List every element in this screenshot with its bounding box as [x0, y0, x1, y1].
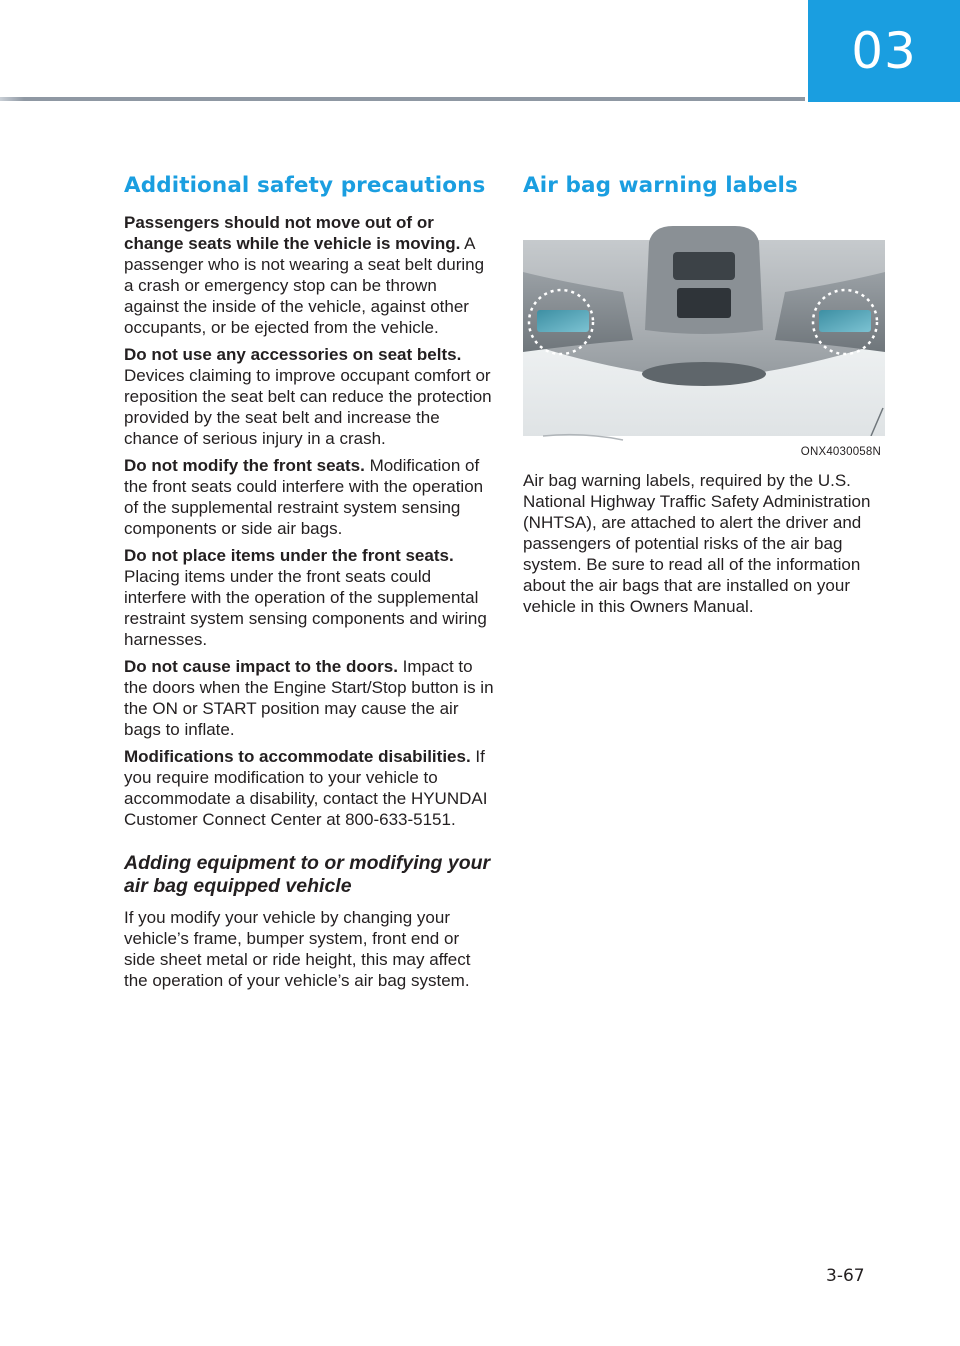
console-panel	[677, 288, 731, 318]
paragraph-body: Impact to the doors when the Engine Start/Stop button is in the ON or START position may cause the air bags to inflate.	[124, 657, 494, 739]
paragraph-lead: Do not modify the front seats.	[124, 456, 365, 475]
subsection-title-adding-equipment: Adding equipment to or modifying your air bag equipped vehicle	[124, 852, 491, 897]
paragraph-lead: Do not cause impact to the doors.	[124, 657, 398, 676]
paragraph-body: Modification of the front seats could interfere with the operation of the supplemental restraint system sensing components or side air bags.	[124, 456, 484, 538]
paragraph-adding-equipment: If you modify your vehicle by changing your vehicle’s frame, bumper system, front end or side sheet metal or ride height, this may affect the operation of your vehicle’s air bag system.	[124, 908, 471, 990]
paragraph-body: Devices claiming to improve occupant comfort or reposition the seat belt can reduce the protection provided by the seat belt and increase the chance of serious injury in a crash.	[124, 366, 492, 448]
paragraph-disabilities	[124, 746, 494, 830]
section-title-warning-labels: Air bag warning labels	[523, 173, 798, 198]
figure-caption: ONX4030058N	[800, 446, 881, 458]
paragraph-seat-change	[124, 212, 494, 338]
rearview-mirror	[642, 362, 766, 386]
paragraph-body: If you require modification to your vehicle to accommodate a disability, contact the HYUNDAI Customer Connect Center at 800-633-5151.	[124, 747, 488, 829]
paragraph-lead: Do not use any accessories on seat belts.	[124, 345, 462, 364]
paragraph-items-under-seats	[124, 545, 494, 650]
paragraph-lead: Modifications to accommodate disabilities.	[124, 747, 471, 766]
paragraph-lead: Do not place items under the front seats.	[124, 546, 454, 565]
right-column	[523, 170, 885, 623]
chapter-tab: 03	[808, 0, 960, 102]
right-airbag-warning-label	[819, 310, 871, 332]
paragraph-door-impact	[124, 656, 494, 740]
left-column	[124, 170, 494, 997]
paragraph-front-seat-modify	[124, 455, 494, 539]
header-rule	[0, 97, 805, 101]
overhead-console-illustration	[523, 212, 885, 458]
section-title-safety-precautions: Additional safety precautions	[124, 173, 486, 198]
figure-airbag-labels	[523, 212, 885, 458]
paragraph-seat-belt-accessories	[124, 344, 494, 449]
paragraph-body: Placing items under the front seats could interfere with the operation of the supplemental restraint system sensing components and wiring harnesses.	[124, 567, 487, 649]
map-lamp-buttons	[673, 252, 735, 280]
paragraph-warning-labels: Air bag warning labels, required by the U.S. National Highway Traffic Safety Administration (NHTSA), are attached to alert the driver and passengers of potential risks of the air bag system. Be sure to read all of the information about the air bags that are installed on your vehicle in this Owners Manual.	[523, 471, 871, 616]
page-number: 3-67	[826, 1266, 865, 1286]
paragraph-body: A passenger who is not wearing a seat belt during a crash or emergency stop can be thrown against the inside of the vehicle, against other occupants, or be ejected from the vehicle.	[124, 234, 485, 337]
left-airbag-warning-label	[537, 310, 589, 332]
paragraph-lead: Passengers should not move out of or change seats while the vehicle is moving.	[124, 213, 461, 253]
